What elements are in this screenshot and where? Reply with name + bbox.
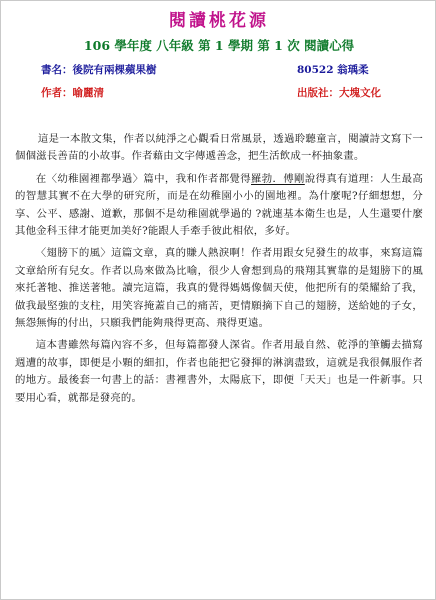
publisher-field: 出版社：大塊文化	[297, 87, 381, 99]
book-title-field: 書名：後院有兩棵蘋果樹	[41, 64, 157, 76]
page-title: 閱讀桃花源	[169, 11, 269, 31]
author-field: 作者：喻麗清	[41, 87, 104, 99]
paragraph-2	[15, 171, 423, 241]
essay-body	[15, 131, 423, 412]
paragraph-2-text-end: 說得真有道理：人生最高的智慧其實不在大學的研究所，而是在幼稚園小小的園地裡。為什麼呢?仔細想想，分享、公平、感謝、道歉，那個不是幼稚園就學過的 ?就連基本衛生也是，人生還要什麼其他金科玉律才能更加美好?能跟人手牽手彼此相依，多好。	[15, 172, 424, 238]
paragraph-3: 〈翅膀下的風〉這篇文章，真的賺人熱淚啊！作者用跟女兒發生的故事，來寫這篇文章給所有兒女。作者以鳥來做為比喻，很少人會想到鳥的飛翔其實靠的是翅膀下的風來托著牠、推送著牠。讀完這篇，我真的覺得媽媽像個天使，他把所有的榮耀給了我，做我最堅強的支柱，用笑容掩蓋自己的痛苦，更情願摘下自己的翅膀，送給她的子女，無怨無悔的付出，只願我們能夠飛得更高、飛得更遠。	[15, 247, 423, 330]
paragraph-2-text-start: 在〈幼稚園裡都學過〉篇中，我和作者都覺得	[35, 172, 251, 185]
underlined-name: 羅勃．傅剛	[251, 172, 305, 185]
student-field: 80522 翁瑀柔	[297, 64, 369, 76]
book-info-row	[1, 62, 436, 78]
paragraph-4: 這本書雖然每篇內容不多，但每篇都發人深省。作者用最自然、乾淨的筆觸去描寫週遭的故事，即便是小顆的細扣，作者也能把它發揮的淋漓盡致，這就是我很佩服作者的地方。最後套一句書上的話：書裡書外，太陽底下，即便「天天」也是一件新事。只要用心看，就都是發亮的。	[15, 339, 423, 404]
paragraph-1: 這是一本散文集，作者以純淨之心觀看日常風景，透過聆聽童言，閱讀詩文寫下一個個滋長善苗的小故事。作者藉由文字傳遞善念，把生活飲成一杯抽象畫。	[15, 133, 423, 163]
author-info-row	[1, 85, 436, 101]
page-subtitle: 106 學年度 八年級 第 1 學期 第 1 次 閱讀心得	[83, 38, 355, 53]
